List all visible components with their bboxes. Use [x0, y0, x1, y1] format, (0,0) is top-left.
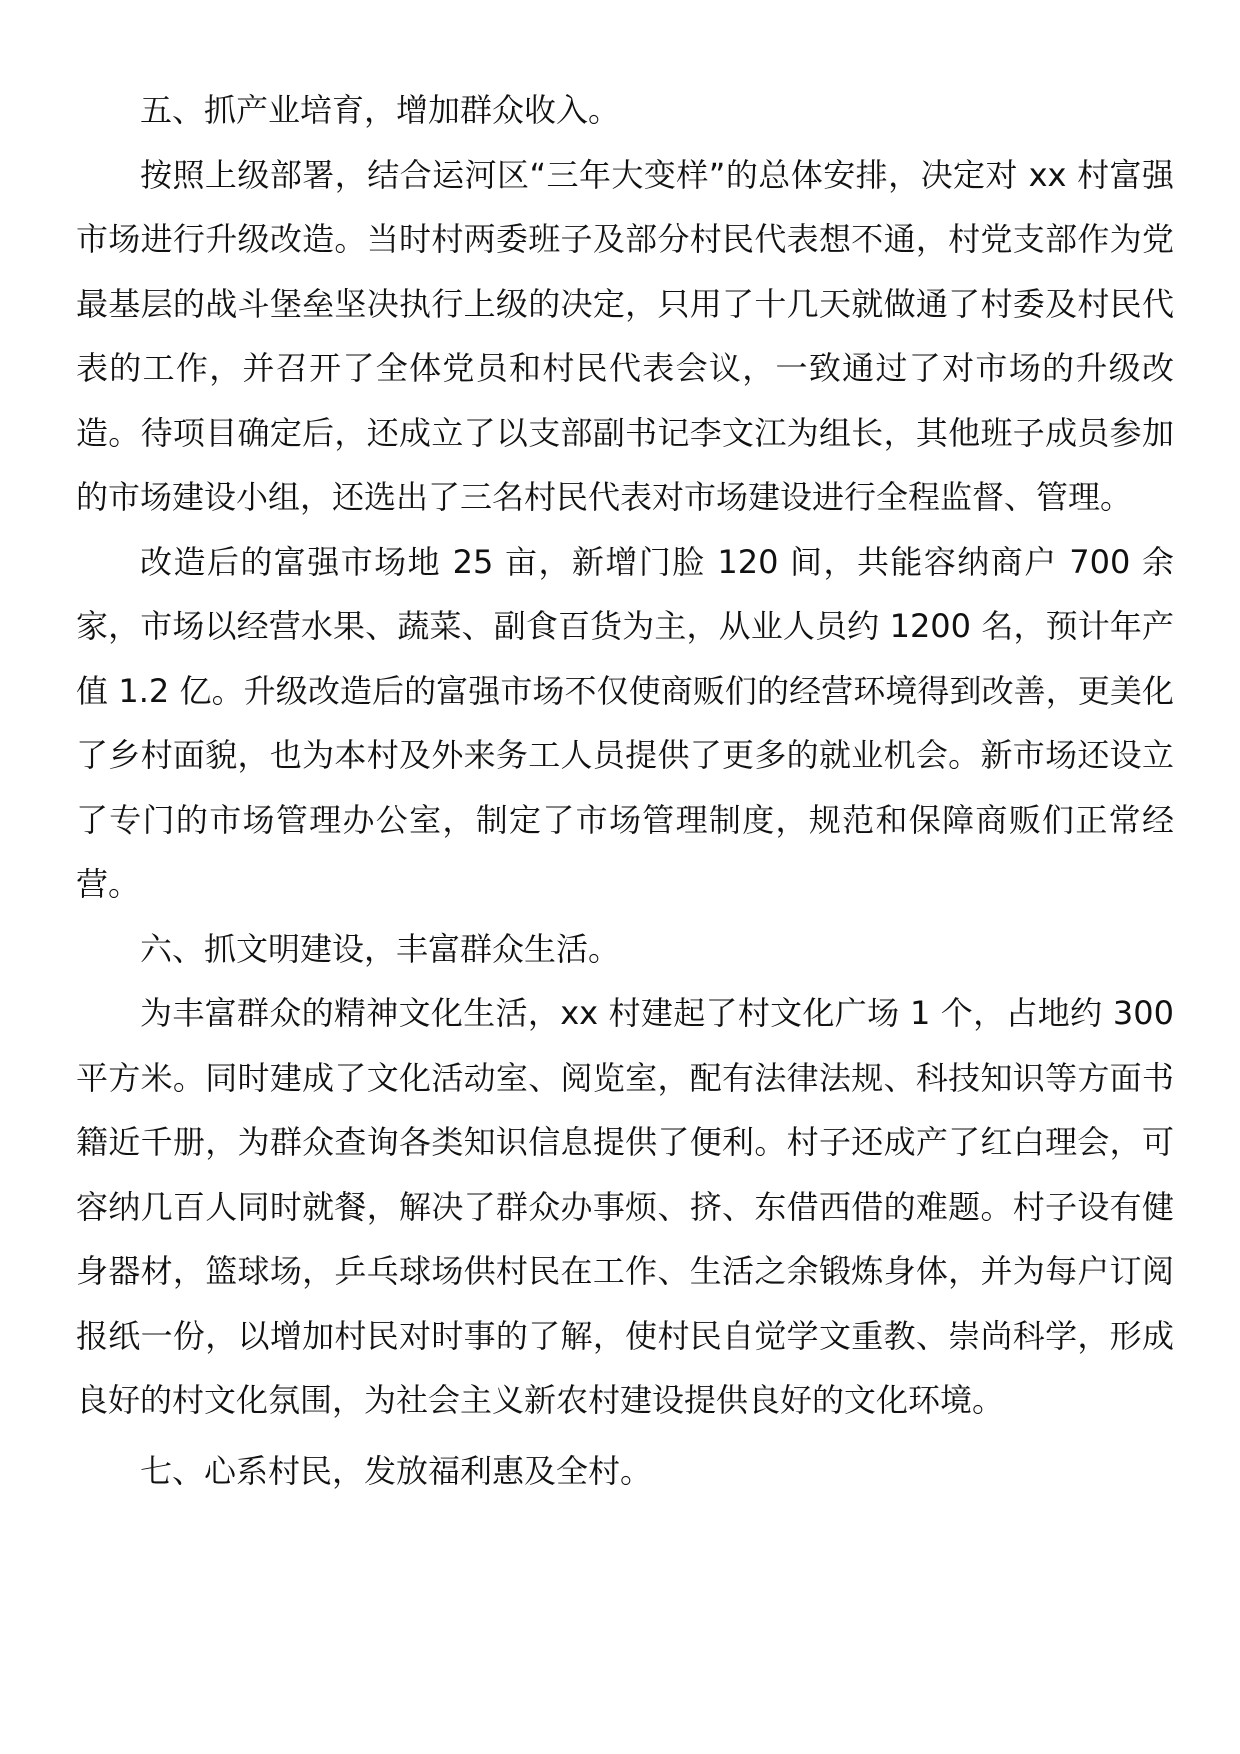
paragraph-market-upgrade: 按照上级部署，结合运河区“三年大变样”的总体安排，决定对 xx 村富强市场进行升级改造。当时村两委班子及部分村民代表想不通，村党支部作为党最基层的战斗堡垒坚决执行上级的决定，只用了十几天就做通了村委及村民代表的工作，并召开了全体党员和村民代表会议，一致通过了对市场的升级改造。待项目确定后，还成立了以支部副书记李文江为组长，其他班子成员参加的市场建设小组，还选出了三名村民代表对市场建设进行全程监督、管理。 — [76, 155, 1174, 516]
document-page — [76, 78, 1174, 1503]
paragraph-culture: 为丰富群众的精神文化生活，xx 村建起了村文化广场 1 个，占地约 300 平方米。同时建成了文化活动室、阅览室，配有法律法规、科技知识等方面书籍近千册，为群众查询各类知识信息提供了便利。村子还成产了红白理会，可容纳几百人同时就餐，解决了群众办事烦、挤、东借西借的难题。村子设有健身器材，篮球场，乒乓球场供村民在工作、生活之余锻炼身体，并为每户订阅报纸一份，以增加村民对时事的了解，使村民自觉学文重教、崇尚科学，形成良好的村文化氛围，为社会主义新农村建设提供良好的文化环境。 — [76, 994, 1174, 1419]
section-heading-6: 六、抓文明建设，丰富群众生活。 — [140, 929, 621, 968]
section-heading-7: 七、心系村民，发放福利惠及全村。 — [140, 1451, 653, 1490]
paragraph-market-results: 改造后的富强市场地 25 亩，新增门脸 120 间，共能容纳商户 700 余家，市场以经营水果、蔬菜、副食百货为主，从业人员约 1200 名，预计年产值 1.2 亿。升级改造后的富强市场不仅使商贩们的经营环境得到改善，更美化了乡村面貌，也为本村及外来务工人员提供了更多的就业机会。新市场还设立了专门的市场管理办公室，制定了市场管理制度，规范和保障商贩们正常经营。 — [76, 542, 1174, 903]
section-heading-5: 五、抓产业培育，增加群众收入。 — [140, 91, 621, 129]
